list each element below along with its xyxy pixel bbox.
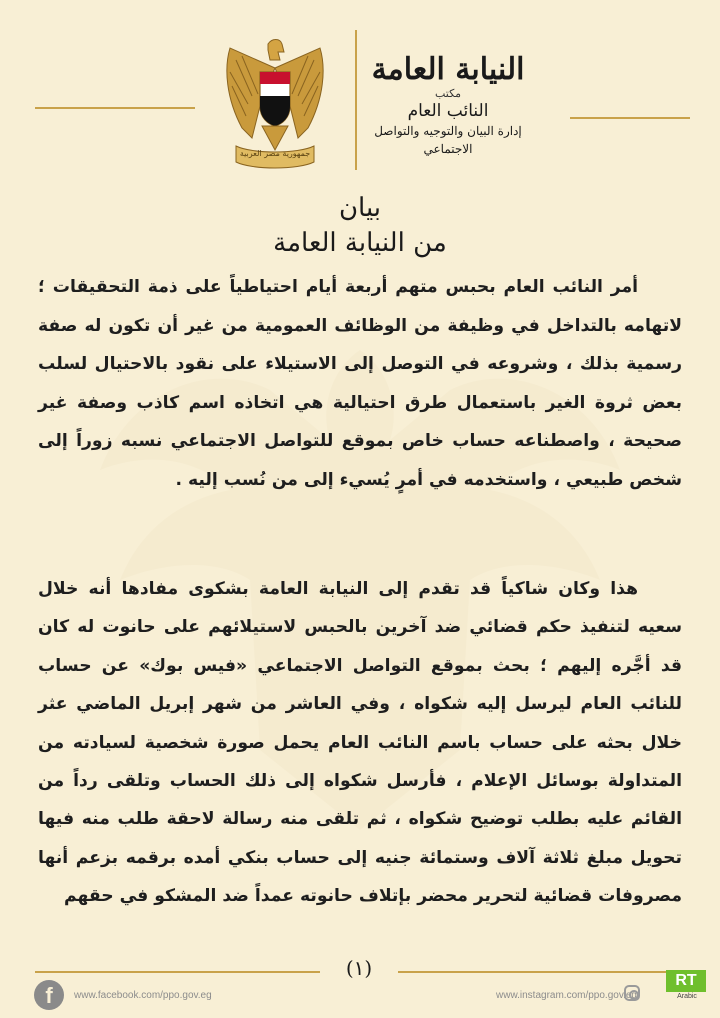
statement-title: بيان: [338, 193, 382, 223]
rt-logo: [666, 970, 708, 1002]
emblem-caption: جمهورية مصر العربية: [239, 149, 311, 158]
facebook-link[interactable]: www.facebook.com/ppo.gov.eg: [74, 990, 212, 1001]
page-number: (١): [345, 956, 373, 980]
header-divider-left: [35, 107, 195, 109]
instagram-link[interactable]: www.instagram.com/ppo.gov.eg: [496, 990, 637, 1001]
instagram-icon[interactable]: [624, 985, 640, 1001]
office-name: النائب العام: [407, 101, 489, 121]
rt-logo-subtitle: Arabic: [677, 993, 697, 1000]
statement-subtitle: من النيابة العامة: [273, 228, 447, 258]
office-label: مكتب: [434, 87, 462, 100]
department-name: إدارة البيان والتوجيه والتواصل الاجتماعي: [374, 124, 522, 156]
footer-divider-left: [35, 971, 320, 973]
header-divider-right: [570, 117, 690, 119]
paragraph-2: [38, 570, 682, 916]
paragraph-text: أمر النائب العام بحبس متهم أربعة أيام احتياطياً على ذمة التحقيقات ؛ لاتهامه بالتداخل في وظيفة من الوظائف العمومية من غير أن تكون له صفة رسمية بذلك ، وشروعه في التوصل إلى الاستيلاء على نقود بالاحتيال لسلب بعض ثروة الغير باستعمال طرق احتيالية هي اتخاذه اسم كاذب وصفة غير صحيحة ، واصطناعه حساب خاص بموقع للتواصل الاجتماعي نسبه زوراً إلى شخص طبيعي ، واستخدمه في أمرٍ يُسيء إلى من نُسب إليه .: [38, 277, 682, 490]
org-name: النيابة العامة: [371, 52, 525, 87]
rt-logo-mark: RT: [666, 970, 706, 992]
paragraph-text: هذا وكان شاكياً قد تقدم إلى النيابة العامة بشكوى مفادها أنه خلال سعيه لتنفيذ حكم قضائي ضد آخرين بالحبس لاستيلائهم على حانوت له كان قد أجَّره إليهم ؛ بحث بموقع التواصل الاجتماعي «فيس بوك» عن حساب للنائب العام ليرسل إليه شكواه ، وفي العاشر من شهر إبريل الماضي عثر خلال بحثه على حساب باسم النائب العام يحمل صورة شخصية لسيادته من المتداولة بوسائل الإعلام ، فأرسل شكواه إلى ذلك الحساب وتلقى رداً من القائم عليه بطلب توضيح شكواه ، ثم تلقى منه رسالة لاحقة طلب منه فيها تحويل مبلغ ثلاثة آلاف وستمائة جنيه إلى حساب بنكي أمده برقمه بزعم أنها مصروفات قضائية لتحرير محضر بإتلاف حانوته عمداً ضد المشكو في حقهم: [38, 579, 682, 907]
facebook-icon[interactable]: f: [34, 980, 64, 1010]
footer-divider-right: [398, 971, 685, 973]
header-organization: [348, 52, 548, 158]
paragraph-1: [38, 268, 682, 500]
